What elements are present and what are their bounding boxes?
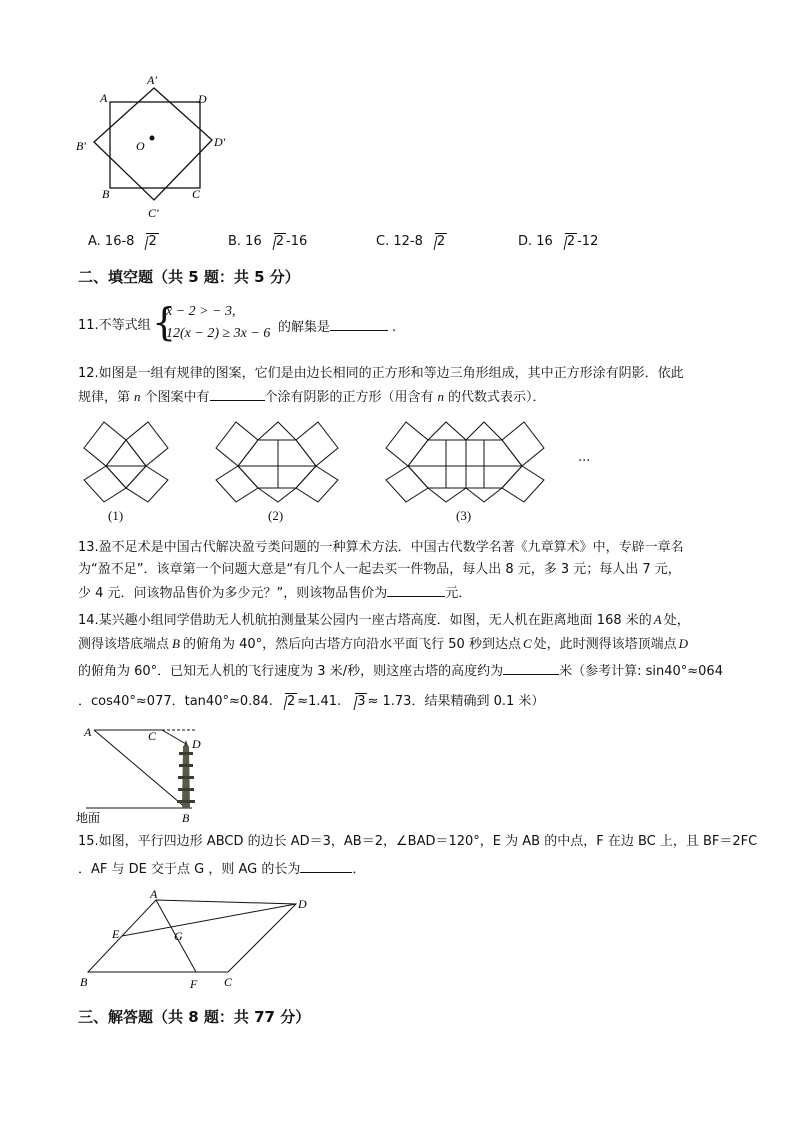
q11-prefix: 11.不等式组 xyxy=(78,318,151,333)
rotated-squares-figure xyxy=(72,72,242,222)
q14-line2: 测得该塔底端点 B 的俯角为 40°，然后向古塔方向沿水平面飞行 50 秒到达点 C 处，此时测得该塔顶端点 D xyxy=(78,636,689,652)
label-f: F xyxy=(190,977,198,991)
sight-line-cd xyxy=(162,730,186,744)
label-c: C xyxy=(192,187,201,201)
sqrt-sign: 2 xyxy=(264,232,286,252)
sqrt-sign: 2 xyxy=(555,232,577,252)
pattern-ellipsis: ... xyxy=(578,450,591,465)
q11-line1: x − 2 > − 3, xyxy=(166,304,236,319)
label-b: B xyxy=(102,187,110,201)
q11-brace: { xyxy=(152,300,177,344)
option-a: A. 16-8 2 xyxy=(88,232,159,252)
label-a: A xyxy=(150,887,158,901)
sight-line-ab xyxy=(94,730,186,808)
sqrt-sign: 3 xyxy=(345,692,367,712)
label-a-prime: A′ xyxy=(147,73,157,87)
option-d: D. 16 2 -12 xyxy=(518,232,598,252)
q12-line2: 规律，第 n 个图案中有 个涂有阴影的正方形（用含有 n 的代数式表示）． xyxy=(78,386,546,408)
section-2-title: 二、填空题（共 5 题：共 5 分） xyxy=(78,268,300,286)
answer-blank xyxy=(300,858,352,873)
q14-line3: 的俯角为 60°．已知无人机的飞行速度为 3 米/秒，则这座古塔的高度约为 米（参考计算: sin40°≈064 xyxy=(78,660,723,682)
sqrt-sign: 2 xyxy=(425,232,447,252)
q13-line3: 少 4 元．问该物品售价为多少元？”，则该物品售价为 元． xyxy=(78,582,471,604)
label-d: D xyxy=(198,92,207,106)
option-c: C. 12-8 2 xyxy=(376,232,447,252)
square-rotated xyxy=(94,88,212,200)
pattern-figure-2 xyxy=(212,418,342,506)
answer-blank xyxy=(210,386,265,401)
center-point-o xyxy=(150,136,155,141)
label-o: O xyxy=(136,139,145,153)
answer-blank xyxy=(330,316,388,331)
label-b: B xyxy=(182,811,190,825)
label-d: D xyxy=(298,897,307,911)
answer-blank xyxy=(387,582,445,597)
q13-line2: 为“盈不足”．该章第一个问题大意是“有几个人一起去买一件物品，每人出 8 元，多 3 元；每人出 7 元， xyxy=(78,562,681,577)
label-c-prime: C′ xyxy=(148,206,159,220)
label-c: C xyxy=(224,975,233,989)
q15-line1: 15.如图，平行四边形 ABCD 的边长 AD＝3，AB＝2，∠BAD＝120°，E 为 AB 的中点，F 在边 BC 上，且 BF＝2FC xyxy=(78,834,758,849)
label-ground: 地面 xyxy=(76,811,101,825)
label-g: G xyxy=(174,929,183,943)
caption-2: (2) xyxy=(268,508,284,523)
caption-3: (3) xyxy=(456,508,472,523)
drone-tower-figure xyxy=(74,718,214,828)
parallelogram-figure xyxy=(74,886,324,994)
label-b: B xyxy=(80,975,88,989)
label-d-prime: D′ xyxy=(214,135,226,149)
answer-blank xyxy=(503,660,559,675)
label-a: A xyxy=(84,725,92,739)
q15-line2: ．AF 与 DE 交于点 G ，则 AG 的长为 ． xyxy=(78,858,365,880)
label-b-prime: B′ xyxy=(76,139,86,153)
label-d: D xyxy=(192,737,201,751)
label-c: C xyxy=(148,729,157,743)
option-b: B. 16 2 -16 xyxy=(228,232,307,252)
q11-suffix: 的解集是 . xyxy=(278,316,396,338)
pattern-figure-3 xyxy=(382,418,548,506)
sqrt-sign: 2 xyxy=(275,692,297,712)
q11-line2: 12(x − 2) ≥ 3x − 6 xyxy=(166,326,271,341)
q12-line1: 12.如图是一组有规律的图案，它们是由边长相同的正方形和等边三角形组成，其中正方形涂有阴影．依此 xyxy=(78,366,684,381)
label-a: A xyxy=(100,91,108,105)
q14-line4: ．cos40°≈077．tan40°≈0.84. 2 ≈1.41. 3 ≈ 1.73．结果精确到 0.1 米） xyxy=(78,692,544,712)
q14-line1: 14.某兴趣小组同学借助无人机航拍测量某公园内一座古塔高度．如图，无人机在距离地面 168 米的 A 处， xyxy=(78,612,690,628)
q13-line1: 13.盈不足术是中国古代解决盈亏类问题的一种算术方法．中国古代数学名著《九章算术》中，专辟一章名 xyxy=(78,540,684,555)
sqrt-sign: 2 xyxy=(136,232,158,252)
caption-1: (1) xyxy=(108,508,124,523)
section-3-title: 三、解答题（共 8 题：共 77 分） xyxy=(78,1008,311,1026)
label-e: E xyxy=(112,927,120,941)
pattern-figure-1 xyxy=(76,418,176,506)
